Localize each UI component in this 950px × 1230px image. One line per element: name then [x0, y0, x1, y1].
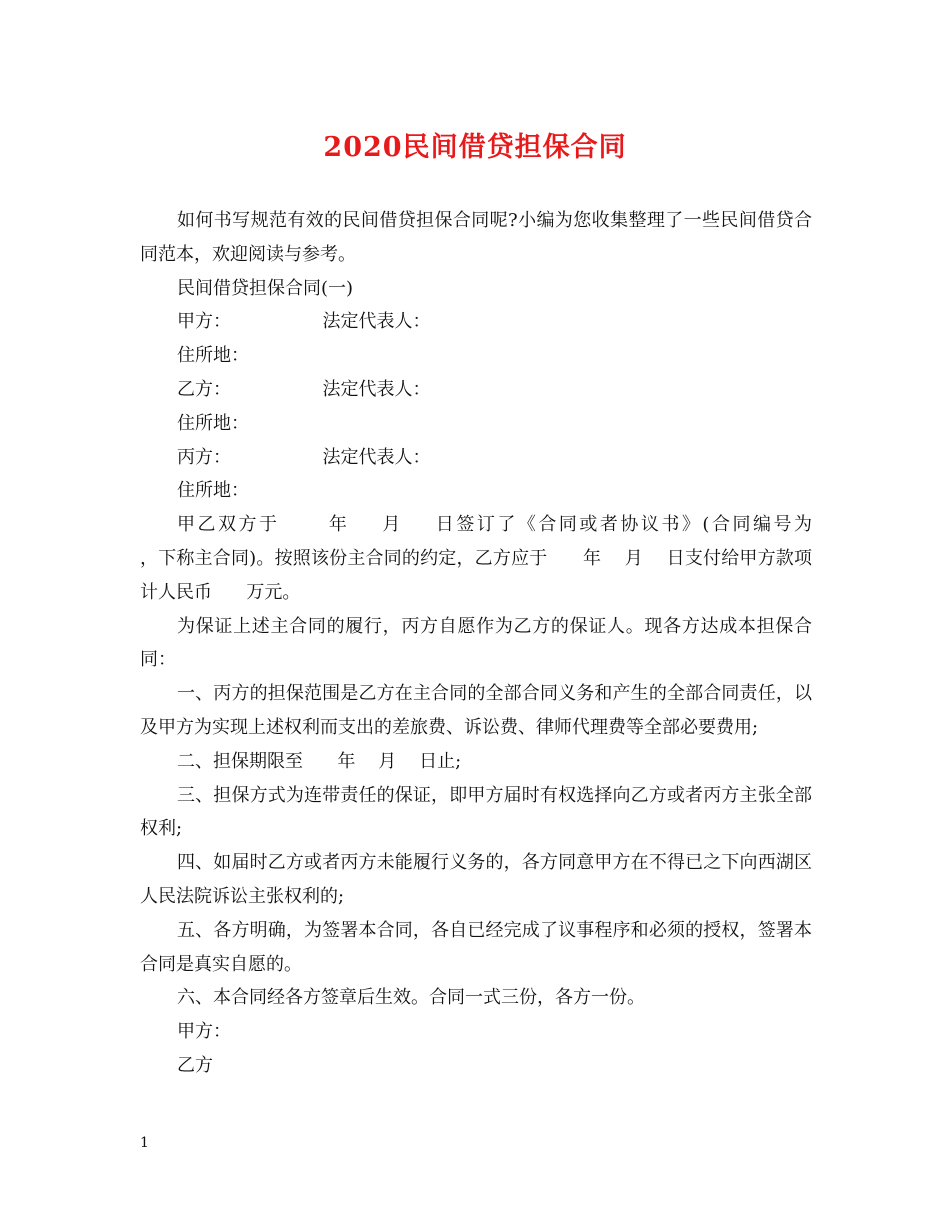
main-contract-paragraph: 甲乙双方于 年 月 日签订了《合同或者协议书》(合同编号为 ，下称主合同)。按照该份主合同的约定，乙方应于 年 月 日支付给甲方款项计人民币 万元。: [140, 514, 893, 603]
clause-2: 二、担保期限至 年 月 日止;: [177, 750, 462, 772]
party-a-line: 甲方： 法定代表人：: [177, 311, 431, 333]
party-c-line: 丙方： 法定代表人：: [177, 446, 431, 468]
clause-3: 三、担保方式为连带责任的保证，即甲方届时有权选择向乙方或者丙方主张全部权利;: [140, 784, 812, 840]
purpose-paragraph: 为保证上述主合同的履行，丙方自愿作为乙方的保证人。现各方达成本担保合同：: [140, 615, 812, 671]
clause-6: 六、本合同经各方签章后生效。合同一式三份，各方一份。: [177, 987, 645, 1009]
section-heading: 民间借贷担保合同(一): [177, 277, 354, 299]
clause-4: 四、如届时乙方或者丙方未能履行义务的，各方同意甲方在不得已之下向西湖区人民法院诉讼主张权利的;: [140, 852, 812, 907]
document-title: 2020民间借贷担保合同: [323, 132, 627, 163]
signature-party-a: 甲方：: [177, 1021, 231, 1043]
intro-paragraph: 如何书写规范有效的民间借贷担保合同呢?小编为您收集整理了一些民间借贷合同范本，欢迎阅读与参考。: [140, 210, 812, 265]
party-b-address: 住所地：: [177, 412, 249, 434]
party-c-address: 住所地：: [177, 480, 249, 502]
document-body: [140, 204, 893, 1083]
signature-party-b: 乙方: [177, 1054, 213, 1076]
clause-1: 一、丙方的担保范围是乙方在主合同的全部合同义务和产生的全部合同责任，以及甲方为实现上述权利而支出的差旅费、诉讼费、律师代理费等全部必要费用;: [140, 683, 812, 738]
party-a-address: 住所地：: [177, 345, 249, 367]
clause-5: 五、各方明确，为签署本合同，各自已经完成了议事程序和必须的授权，签署本合同是真实自愿的。: [140, 919, 812, 975]
page-number: 1: [140, 1135, 149, 1151]
party-b-line: 乙方： 法定代表人：: [177, 378, 431, 400]
